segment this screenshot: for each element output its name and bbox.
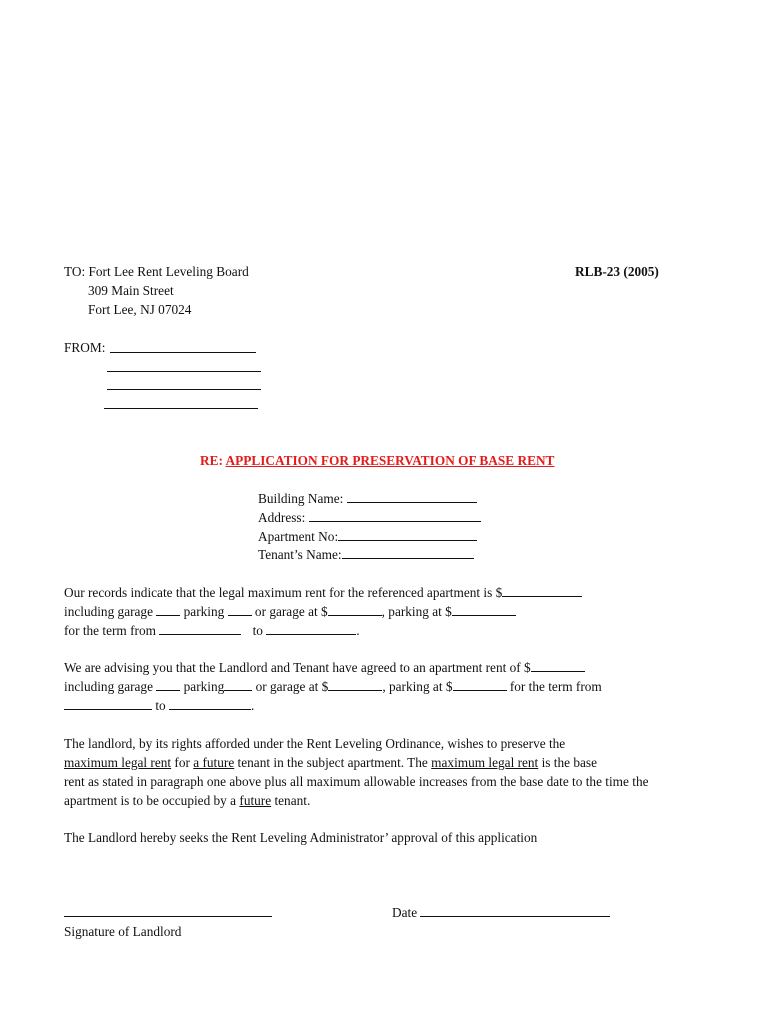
address-line-1: 309 Main Street <box>88 283 174 298</box>
tenant-name-field <box>258 545 474 564</box>
to-label: TO: <box>64 264 86 279</box>
building-name-field <box>258 489 477 508</box>
apartment-no-blank[interactable] <box>338 527 477 541</box>
para2-to: to <box>155 698 166 713</box>
para3-max-legal-rent-2: maximum legal rent <box>431 755 539 770</box>
para3-text-tenant-end: tenant. <box>271 793 311 808</box>
para1-max-rent-blank[interactable] <box>502 583 582 597</box>
from-blank-3[interactable] <box>107 389 261 390</box>
signature-blank[interactable] <box>64 916 272 917</box>
title-text: APPLICATION FOR PRESERVATION OF BASE RENT <box>225 453 555 468</box>
para1-garage-amount-blank[interactable] <box>328 602 382 616</box>
from-blank-4[interactable] <box>104 408 258 409</box>
tenant-name-blank[interactable] <box>342 545 474 559</box>
para1-line3 <box>64 621 360 640</box>
para2-rent-blank[interactable] <box>531 658 585 672</box>
para2-period: . <box>251 698 255 713</box>
para2-garage-amount-blank[interactable] <box>328 677 382 691</box>
date-blank[interactable] <box>420 903 610 917</box>
para1-parking-at: , parking at $ <box>381 604 452 619</box>
para2-parking: parking <box>183 679 225 694</box>
para2-line2 <box>64 677 602 696</box>
tenant-name-label: Tenant’s Name: <box>258 547 342 562</box>
page-title <box>200 451 554 470</box>
para4-text: The Landlord hereby seeks the Rent Leveling Administrator’ approval of this application <box>64 830 538 845</box>
address-label: Address: <box>258 510 306 525</box>
date-label: Date <box>392 905 418 920</box>
to-line <box>64 262 249 281</box>
para3-line1: The landlord, by its rights afforded under the Rent Leveling Ordinance, wishes to preserve the <box>64 736 566 751</box>
apartment-no-field <box>258 527 477 546</box>
para1-line1 <box>64 583 582 602</box>
para2-parking-at: , parking at $ <box>382 679 453 694</box>
para1-parking-amount-blank[interactable] <box>452 602 516 616</box>
from-blank-1[interactable] <box>110 352 256 353</box>
para1-line2 <box>64 602 516 621</box>
para1-to: to <box>252 623 263 638</box>
para2-including-garage: including garage <box>64 679 153 694</box>
para1-or-garage-at: or garage at $ <box>254 604 328 619</box>
para2-to-blank[interactable] <box>169 696 251 710</box>
para1-garage-blank[interactable] <box>156 602 180 616</box>
para2-term-from: for the term from <box>509 679 602 694</box>
para2-parking-blank[interactable] <box>224 677 252 691</box>
address-line-2: Fort Lee, NJ 07024 <box>88 302 192 317</box>
address-blank[interactable] <box>309 508 481 522</box>
para1-term-from: for the term from <box>64 623 156 638</box>
para1-text-1: Our records indicate that the legal maximum rent for the referenced apartment is $ <box>64 585 503 600</box>
para2-or-garage-at: or garage at $ <box>255 679 329 694</box>
para1-including-garage: including garage <box>64 604 153 619</box>
para1-parking-blank[interactable] <box>228 602 252 616</box>
title-prefix: RE: <box>200 453 223 468</box>
para3-line3: rent as stated in paragraph one above plus all maximum allowable increases from the base date to the time the <box>64 774 649 789</box>
para3-line4 <box>64 791 310 810</box>
signature-label: Signature of Landlord <box>64 924 182 939</box>
from-blank-2[interactable] <box>107 371 261 372</box>
address-field <box>258 508 481 527</box>
para3-text-base: is the base <box>538 755 597 770</box>
para3-a-future: a future <box>193 755 235 770</box>
building-name-label: Building Name: <box>258 491 344 506</box>
para3-max-legal-rent-1: maximum legal rent <box>64 755 172 770</box>
para3-text-for: for <box>171 755 194 770</box>
para2-text-1: We are advising you that the Landlord and Tenant have agreed to an apartment rent of $ <box>64 660 531 675</box>
para2-line3 <box>64 696 254 715</box>
para3-line2 <box>64 753 597 772</box>
para2-parking-amount-blank[interactable] <box>453 677 507 691</box>
para2-garage-blank[interactable] <box>156 677 180 691</box>
para1-parking: parking <box>183 604 225 619</box>
para1-from-blank[interactable] <box>159 621 241 635</box>
from-label: FROM: <box>64 340 106 355</box>
apartment-no-label: Apartment No: <box>258 529 339 544</box>
para3-future: future <box>239 793 272 808</box>
to-name: Fort Lee Rent Leveling Board <box>88 264 249 279</box>
building-name-blank[interactable] <box>347 489 477 503</box>
para2-line1 <box>64 658 585 677</box>
para1-period: . <box>356 623 360 638</box>
para3-text-tenant: tenant in the subject apartment. The <box>234 755 432 770</box>
para1-to-blank[interactable] <box>266 621 356 635</box>
form-code: RLB-23 (2005) <box>575 264 659 279</box>
date-field <box>392 903 610 922</box>
para3-text-occupied: apartment is to be occupied by a <box>64 793 240 808</box>
para2-from-blank[interactable] <box>64 696 152 710</box>
